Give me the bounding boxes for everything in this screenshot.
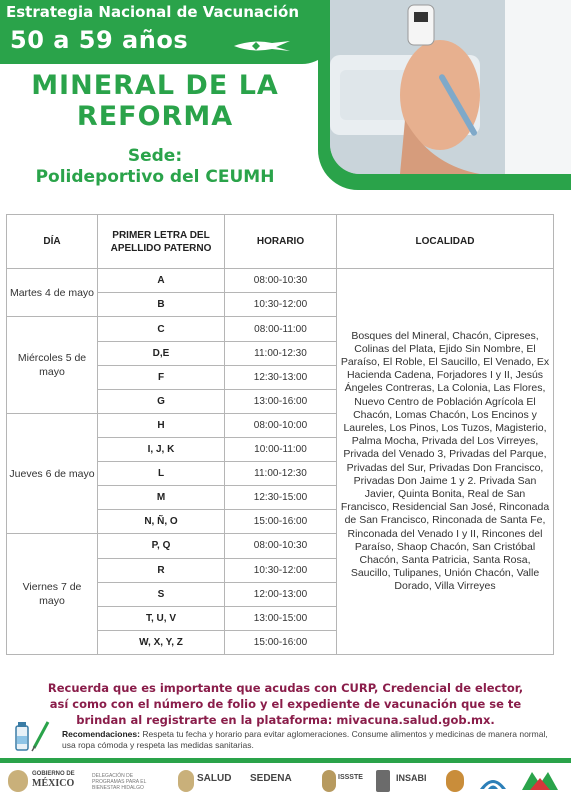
hidalgo-shield-icon (446, 770, 464, 792)
letter-cell: M (98, 486, 225, 510)
schedule-table (6, 214, 554, 655)
mineral-reforma-logo-icon (520, 768, 560, 794)
reminder-text (10, 680, 561, 728)
day-cell: Martes 4 de mayo (7, 269, 98, 317)
header-locality: LOCALIDAD (337, 215, 554, 269)
header-letter: PRIMER LETRA DEL APELLIDO PATERNO (98, 215, 225, 269)
recommendations-body: Respeta tu fecha y horario para evitar aglomeraciones. Consume alimentos y medicinas de manera normal, usa ropa cómoda y respeta las medidas sanitarias. (62, 729, 548, 750)
day-cell: Miércoles 5 de mayo (7, 317, 98, 413)
letter-cell: B (98, 293, 225, 317)
recommendations-label: Recomendaciones: (62, 729, 140, 739)
table-header-row (7, 215, 554, 269)
letter-cell: C (98, 317, 225, 341)
time-cell: 15:00-16:00 (225, 510, 337, 534)
letter-cell: R (98, 558, 225, 582)
sede-label: Sede: (127, 146, 183, 166)
time-cell: 12:00-13:00 (225, 582, 337, 606)
time-cell: 15:00-16:00 (225, 630, 337, 654)
municipality-title: MINERAL DE LA REFORMA (31, 70, 279, 132)
letter-cell: H (98, 413, 225, 437)
issste-icon (322, 770, 336, 792)
time-cell: 08:00-10:30 (225, 534, 337, 558)
letter-cell: G (98, 389, 225, 413)
age-group-title: 50 a 59 años (10, 26, 189, 54)
reminder-line: brindan al registrarte en la plataforma: mivacuna.salud.gob.mx. (76, 713, 495, 727)
program-title: Estrategia Nacional de Vacunación (6, 3, 300, 21)
header-day: DÍA (7, 215, 98, 269)
day-cell: Viernes 7 de mayo (7, 534, 98, 655)
sedena-logo: SEDENA (250, 773, 292, 784)
time-cell: 08:00-10:00 (225, 413, 337, 437)
vaccine-arrow-icon (232, 37, 292, 55)
letter-cell: D,E (98, 341, 225, 365)
time-cell: 12:30-15:00 (225, 486, 337, 510)
reminder-line: Recuerda que es importante que acudas con CURP, Credencial de elector, (47, 681, 524, 695)
letter-cell: P, Q (98, 534, 225, 558)
letter-cell: W, X, Y, Z (98, 630, 225, 654)
imss-icon (376, 770, 390, 792)
sede-name: Polideportivo del CEUMH (35, 167, 275, 187)
time-cell: 08:00-11:00 (225, 317, 337, 341)
footer-divider (0, 758, 571, 763)
letter-cell: L (98, 462, 225, 486)
time-cell: 11:00-12:30 (225, 462, 337, 486)
time-cell: 10:00-11:00 (225, 438, 337, 462)
letter-cell: T, U, V (98, 606, 225, 630)
time-cell: 12:30-13:00 (225, 365, 337, 389)
letter-cell: N, Ñ, O (98, 510, 225, 534)
vaccine-photo (330, 0, 571, 174)
time-cell: 13:00-16:00 (225, 389, 337, 413)
salud-logo: SALUD (197, 773, 232, 784)
day-cell: Jueves 6 de mayo (7, 413, 98, 534)
time-cell: 10:30-12:00 (225, 293, 337, 317)
time-cell: 10:30-12:00 (225, 558, 337, 582)
delegacion-logo: DELEGACIÓN DE PROGRAMAS PARA EL BIENESTAR HIDALGO (92, 773, 147, 791)
gob-big: MÉXICO (32, 778, 75, 789)
gob-small: GOBIERNO DE (32, 771, 75, 777)
locality-cell: Bosques del Mineral, Chacón, Cipreses, Colinas del Plata, Ejido Sin Nombre, El Paraíso, El Roble, El Saucillo, El Venado, Ex Hacienda Cadena, Forjadores I y II, Jesús Ángeles Contreras, La Colonia, Las Flores, Nuevo Centro de Población Agrícola El Chacón, Lomas Chacón, Los Encinos y Laureles, Los Pinos, Los Tuzos, Magisterio, Palma Mocha, Privada del Los Virreyes, Privada del Venado 3, Privadas del Parque, Privadas del Sur, Privadas Don Francisco, Privadas Don Jaime 1 y 2. Privada San Javier, Quinta Bonita, Real de San Francisco, Residencial San José, Rinconada de San Francisco, Rinconada de Santa Fe, Rinconada del Venado I y II, Rincones del Paraíso, Shaop Chacón, San Cristóbal Chacón, Santa Patricia, Santa Rosa, Saucillo, Tulipanes, Unión Chacón, Valle Dorado, Villa Virreyes (337, 269, 554, 655)
time-cell: 08:00-10:30 (225, 269, 337, 293)
table-row (7, 269, 554, 293)
vaccine-hand-illustration (330, 0, 571, 174)
recommendations (62, 729, 562, 751)
salud-shield-icon (178, 770, 194, 792)
letter-cell: F (98, 365, 225, 389)
issste-logo: ISSSTE (338, 774, 363, 781)
letter-cell: A (98, 269, 225, 293)
time-cell: 11:00-12:30 (225, 341, 337, 365)
vaccine-vial-icon (12, 718, 52, 754)
gobierno-shield-icon (8, 770, 28, 792)
footer-logos (0, 764, 571, 800)
salud-hidalgo-icon (478, 769, 508, 793)
time-cell: 13:00-15:00 (225, 606, 337, 630)
header-schedule: HORARIO (225, 215, 337, 269)
letter-cell: I, J, K (98, 438, 225, 462)
reminder-line: así como con el número de folio y el expediente de vacunación que se te (49, 697, 522, 711)
letter-cell: S (98, 582, 225, 606)
insabi-logo: INSABI (396, 773, 427, 783)
